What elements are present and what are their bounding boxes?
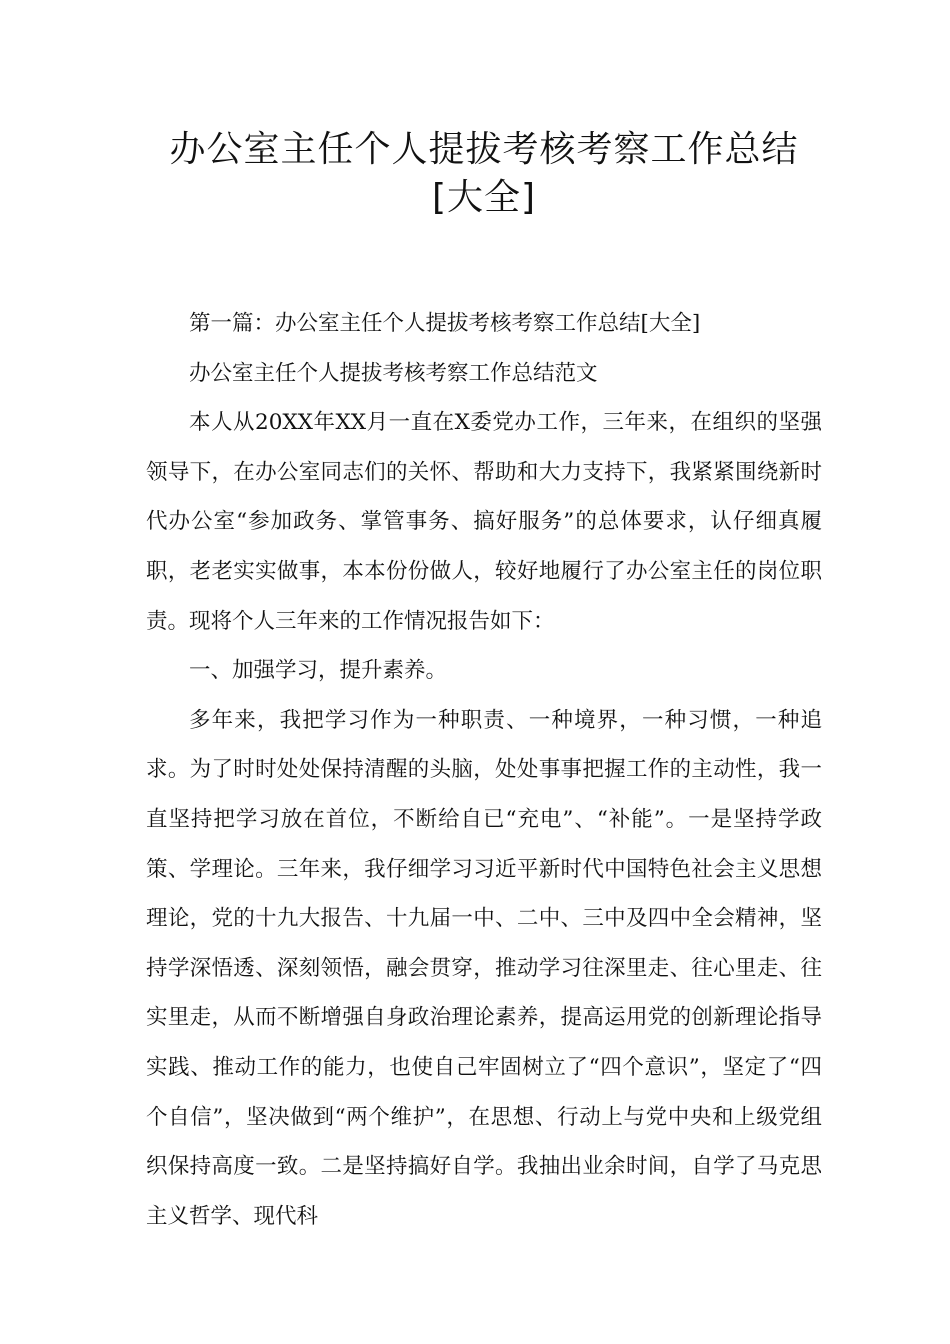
document-body (146, 299, 822, 1241)
title-line-1: 办公室主任个人提拔考核考察工作总结 (169, 129, 799, 170)
subtitle: 办公室主任个人提拔考核考察工作总结范文 (189, 360, 598, 386)
section-heading: 第一篇：办公室主任个人提拔考核考察工作总结[大全] (189, 311, 701, 336)
body-paragraph: 多年来，我把学习作为一种职责、一种境界，一种习惯，一种追求。为了时时处处保持清醒的头脑，处处事事把握工作的主动性，我一直坚持把学习放在首位，不断给自已“充电”、“补能”。一是坚持学政策、学理论。三年来，我仔细学习习近平新时代中国特色社会主义思想理论，党的十九大报告、十九届一中、二中、三中及四中全会精神，坚持学深悟透、深刻领悟，融会贯穿，推动学习往深里走、往心里走、往实里走，从而不断增强自身政治理论素养，提高运用党的创新理论指导实践、推动工作的能力，也使自己牢固树立了“四个意识”，坚定了“四个自信”，坚决做到“两个维护”，在思想、行动上与党中央和上级党组织保持高度一致。二是坚持搞好自学。我抽出业余时间，自学了马克思主义哲学、现代科 (146, 707, 822, 1229)
point-heading: 一、加强学习，提升素养。 (189, 658, 448, 684)
document-title (146, 0, 822, 222)
intro-paragraph: 本人从20XX年XX月一直在X委党办工作，三年来，在组织的坚强领导下，在办公室同志们的关怀、帮助和大力支持下，我紧紧围绕新时代办公室“参加政务、掌管事务、搞好服务”的总体要求，认仔细真履职，老老实实做事，本本份份做人，较好地履行了办公室主任的岗位职责。现将个人三年来的工作情况报告如下： (146, 410, 822, 634)
title-line-2: [大全] (431, 177, 537, 218)
